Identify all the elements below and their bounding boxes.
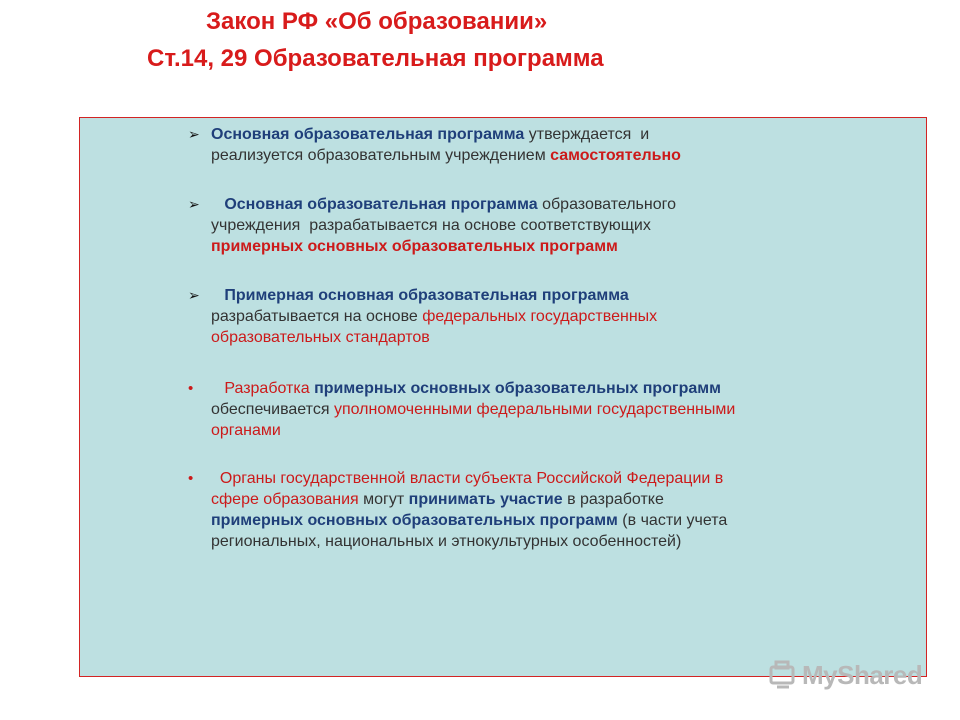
text-run: утверждается и xyxy=(524,126,650,143)
watermark xyxy=(768,657,922,693)
bullet-text xyxy=(211,194,921,257)
bullet-line xyxy=(211,306,921,327)
bullet-text xyxy=(211,468,921,552)
bullet-text xyxy=(211,124,921,166)
text-run: Органы государственной власти субъекта Российской Федерации в xyxy=(211,470,724,487)
text-run: Примерная основная образовательная программа xyxy=(211,287,629,304)
bullet-line xyxy=(211,420,921,441)
text-run: региональных, национальных и этнокультурных особенностей) xyxy=(211,533,682,550)
text-run: в разработке xyxy=(562,491,664,508)
bullet-line xyxy=(211,194,921,215)
text-run: Разработка xyxy=(211,380,315,397)
text-run: учреждения разрабатывается на основе соответствующих xyxy=(211,217,651,234)
bullet-dot-icon: • xyxy=(188,470,194,487)
text-run: образовательного xyxy=(537,196,677,213)
content-panel xyxy=(79,117,927,677)
bullet-line xyxy=(211,468,921,489)
bullet-dot-icon: • xyxy=(188,380,194,397)
text-run: Основная образовательная программа xyxy=(211,126,525,143)
text-run: принимать участие xyxy=(408,491,563,508)
text-run: разрабатывается на основе xyxy=(211,308,423,325)
text-run: могут xyxy=(358,491,409,508)
text-run: (в части учета xyxy=(617,512,728,529)
text-run: Основная образовательная программа xyxy=(211,196,538,213)
bullet-line xyxy=(211,510,921,531)
bullet-text xyxy=(211,285,921,348)
text-run: примерных основных образовательных программ xyxy=(211,512,618,529)
text-run: обеспечивается xyxy=(211,401,334,418)
bullet-line xyxy=(211,327,921,348)
bullet-line xyxy=(211,145,921,166)
text-run: органами xyxy=(211,422,281,439)
title-line-1: Закон РФ «Об образовании» xyxy=(206,8,548,35)
text-run: примерных основных образовательных программ xyxy=(211,238,618,255)
text-run: самостоятельно xyxy=(550,147,681,164)
text-run: сфере образования xyxy=(211,491,359,508)
arrow-bullet-icon: ➢ xyxy=(188,287,200,303)
text-run: уполномоченными федеральными государственными xyxy=(333,401,736,418)
bullet-line xyxy=(211,489,921,510)
bullet-line xyxy=(211,285,921,306)
arrow-bullet-icon: ➢ xyxy=(188,126,200,142)
title-line-2: Ст.14, 29 Образовательная программа xyxy=(147,45,604,72)
text-run: реализуется образовательным учреждением xyxy=(211,147,551,164)
text-run: федеральных государственных xyxy=(422,308,658,325)
watermark-text: MyShared xyxy=(802,659,923,690)
bullet-line xyxy=(211,378,921,399)
bullet-line xyxy=(211,236,921,257)
text-run: образовательных стандартов xyxy=(211,329,430,346)
text-run: примерных основных образовательных программ xyxy=(314,380,721,397)
arrow-bullet-icon: ➢ xyxy=(188,196,200,212)
bullet-text xyxy=(211,378,921,441)
bullet-line xyxy=(211,124,921,145)
myshared-logo-icon xyxy=(768,660,798,690)
bullet-line xyxy=(211,531,921,552)
bullet-line xyxy=(211,399,921,420)
bullet-line xyxy=(211,215,921,236)
